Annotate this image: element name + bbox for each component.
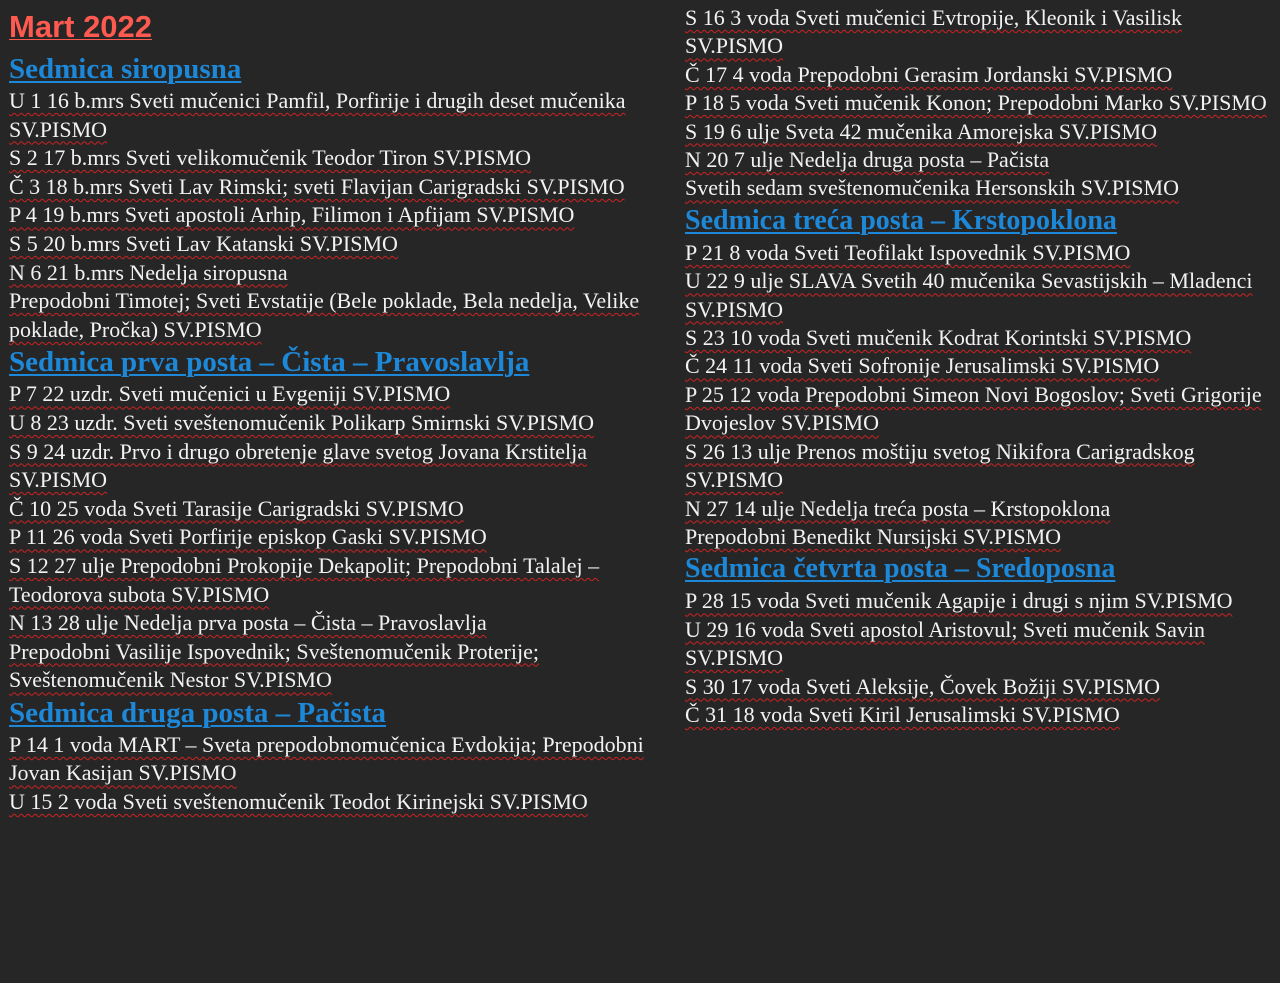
entry-day-22: U 22 9 ulje SLAVA Svetih 40 mučenika Sevastijskih – Mladenci SV.PISMO <box>685 268 1253 322</box>
entry-day-4: P 4 19 b.mrs Sveti apostoli Arhip, Filimon i Apfijam SV.PISMO <box>9 202 575 228</box>
left-column <box>9 0 649 817</box>
entry-day-20: N 20 7 ulje Nedelja druga posta – Pačista <box>685 147 1050 173</box>
entry-day-17: Č 17 4 voda Prepodobni Gerasim Jordanski SV.PISMO <box>685 61 1173 87</box>
week-heading-prva-posta[interactable]: Sedmica prva posta – Čista – Pravoslavlja <box>9 346 530 379</box>
entry-day-14: P 14 1 voda MART – Sveta prepodobnomučenica Evdokija; Prepodobni Jovan Kasijan SV.PISMO <box>9 731 644 786</box>
entry-day-25: P 25 12 voda Prepodobni Simeon Novi Bogoslov; Sveti Grigorije Dvojeslov SV.PISMO <box>685 381 1262 436</box>
entry-day-26: S 26 13 ulje Prenos moštiju svetog Nikifora Carigradskog SV.PISMO <box>685 438 1195 493</box>
entry-day-6: N 6 21 b.mrs Nedelja siropusna <box>9 259 288 285</box>
entry-day-29: U 29 16 voda Sveti apostol Aristovul; Sveti mučenik Savin SV.PISMO <box>685 616 1206 671</box>
entry-day-5: S 5 20 b.mrs Sveti Lav Katanski SV.PISMO <box>9 230 398 256</box>
month-title: Mart 2022 <box>9 9 153 44</box>
entry-day-8: U 8 23 uzdr. Sveti sveštenomučenik Polikarp Smirnski SV.PISMO <box>9 409 595 435</box>
entry-day-23: S 23 10 voda Sveti mučenik Kodrat Korintski SV.PISMO <box>685 325 1192 351</box>
entry-day-10: Č 10 25 voda Sveti Tarasije Carigradski SV.PISMO <box>9 495 464 521</box>
entry-day-3: Č 3 18 b.mrs Sveti Lav Rimski; sveti Flavijan Carigradski SV.PISMO <box>9 173 625 199</box>
entry-day-28: P 28 15 voda Sveti mučenik Agapije i drugi s njim SV.PISMO <box>685 588 1233 614</box>
entry-day-21: P 21 8 voda Sveti Teofilakt Ispovednik SV.PISMO <box>685 239 1131 265</box>
entry-day-9: S 9 24 uzdr. Prvo i drugo obretenje glave svetog Jovana Krstitelja SV.PISMO <box>9 438 587 493</box>
entry-day-19: S 19 6 ulje Sveta 42 mučenika Amorejska SV.PISMO <box>685 118 1157 144</box>
entry-day-1: U 1 16 b.mrs Sveti mučenici Pamfil, Porfirije i drugih deset mučenika SV.PISMO <box>9 88 626 142</box>
entry-day-18: P 18 5 voda Sveti mučenik Konon; Prepodobni Marko SV.PISMO <box>685 90 1267 116</box>
entry-day-2: S 2 17 b.mrs Sveti velikomučenik Teodor Tiron SV.PISMO <box>9 145 532 171</box>
entry-day-6-saints: Prepodobni Timotej; Sveti Evstatije (Bele poklade, Bela nedelja, Velike poklade, Pročka) SV.PISMO <box>9 288 640 342</box>
entry-day-30: S 30 17 voda Sveti Aleksije, Čovek Božiji SV.PISMO <box>685 673 1161 699</box>
right-column <box>685 0 1277 729</box>
entry-day-15: U 15 2 voda Sveti sveštenomučenik Teodot Kirinejski SV.PISMO <box>9 789 588 815</box>
entry-day-7: P 7 22 uzdr. Sveti mučenici u Evgeniji SV.PISMO <box>9 381 451 407</box>
entry-day-11: P 11 26 voda Sveti Porfirije episkop Gaski SV.PISMO <box>9 524 487 550</box>
week-heading-siropusna[interactable]: Sedmica siropusna <box>9 53 242 85</box>
entry-day-16: S 16 3 voda Sveti mučenici Evtropije, Kleonik i Vasilisk SV.PISMO <box>685 5 1182 59</box>
entry-day-27-saints: Prepodobni Benedikt Nursijski SV.PISMO <box>685 523 1062 549</box>
week-heading-druga-posta[interactable]: Sedmica druga posta – Pačista <box>9 696 386 729</box>
entry-day-27: N 27 14 ulje Nedelja treća posta – Krstopoklona <box>685 495 1111 521</box>
entry-day-12: S 12 27 ulje Prepodobni Prokopije Dekapolit; Prepodobni Talalej – Teodorova subota SV.PISMO <box>9 552 600 607</box>
entry-day-13-saints: Prepodobni Vasilije Ispovednik; Sveštenomučenik Proterije; Sveštenomučenik Nestor SV.PISMO <box>9 638 539 693</box>
entry-day-24: Č 24 11 voda Sveti Sofronije Jerusalimski SV.PISMO <box>685 353 1160 379</box>
week-heading-treca-posta[interactable]: Sedmica treća posta – Krstopoklona <box>685 204 1117 236</box>
entry-day-13: N 13 28 ulje Nedelja prva posta – Čista – Pravoslavlja <box>9 610 487 636</box>
entry-day-20-saints: Svetih sedam sveštenomučenika Hersonskih SV.PISMO <box>685 175 1179 201</box>
entry-day-31: Č 31 18 voda Sveti Kiril Jerusalimski SV.PISMO <box>685 701 1120 727</box>
week-heading-cetvrta-posta[interactable]: Sedmica četvrta posta – Sredoposna <box>685 553 1116 585</box>
